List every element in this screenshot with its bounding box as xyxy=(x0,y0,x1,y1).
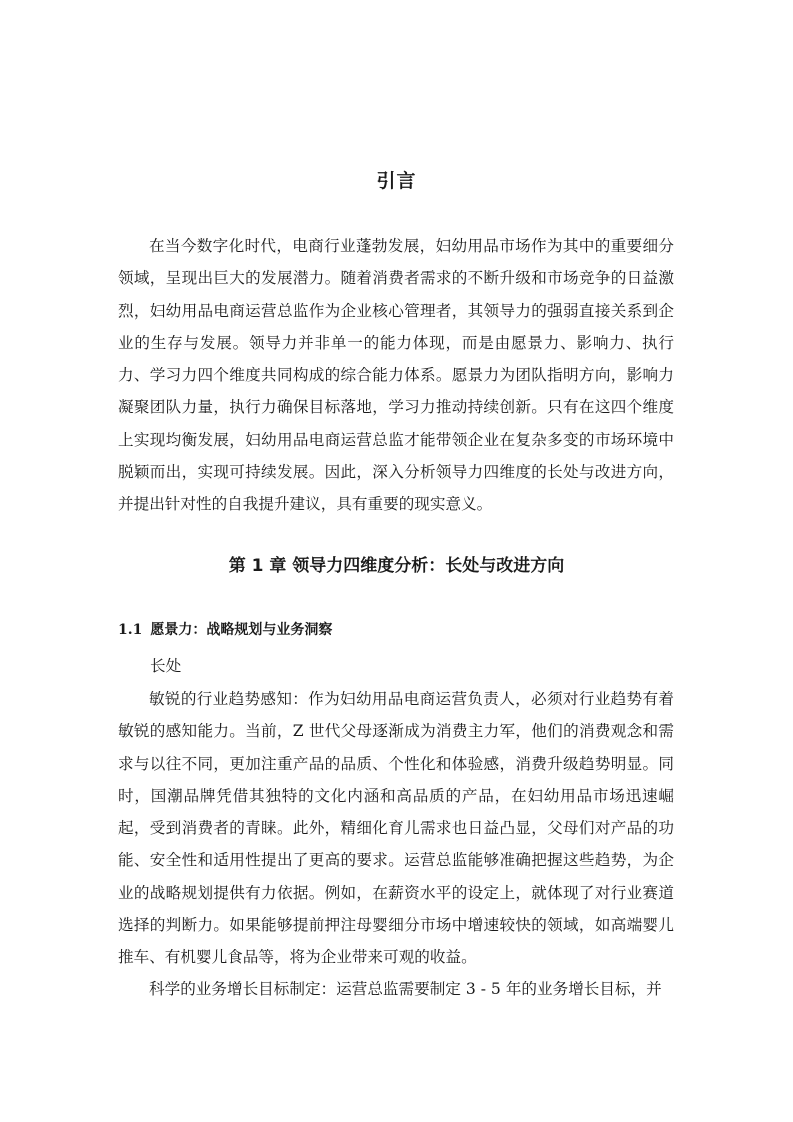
intro-paragraph: 在当今数字化时代，电商行业蓬勃发展，妇幼用品市场作为其中的重要细分领域，呈现出巨大的发展潜力。随着消费者需求的不断升级和市场竞争的日益激烈，妇幼用品电商运营总监作为企业核心管理者，其领导力的强弱直接关系到企业的生存与发展。领导力并非单一的能力体现，而是由愿景力、影响力、执行力、学习力四个维度共同构成的综合能力体系。愿景力为团队指明方向，影响力凝聚团队力量，执行力确保目标落地，学习力推动持续创新。只有在这四个维度上实现均衡发展，妇幼用品电商运营总监才能带领企业在复杂多变的市场环境中脱颖而出，实现可持续发展。因此，深入分析领导力四维度的长处与改进方向，并提出针对性的自我提升建议，具有重要的现实意义。 xyxy=(118,237,674,514)
section-heading xyxy=(118,619,674,639)
section-title: 愿景力：战略规划与业务洞察 xyxy=(150,622,333,638)
section-paragraph-1: 敏锐的行业趋势感知：作为妇幼用品电商运营负责人，必须对行业趋势有着敏锐的感知能力。当前，Z 世代父母逐渐成为消费主力军，他们的消费观念和需求与以往不同，更加注重产品的品质、个性化和体验感，消费升级趋势明显。同时，国潮品牌凭借其独特的文化内涵和高品质的产品，在妇幼用品市场迅速崛起，受到消费者的青睐。此外，精细化育儿需求也日益凸显，父母们对产品的功能、安全性和适用性提出了更高的要求。运营总监能够准确把握这些趋势，为企业的战略规划提供有力依据。例如，在薪资水平的设定上，就体现了对行业赛道选择的判断力。如果能够提前押注母婴细分市场中增速较快的领域，如高端婴儿推车、有机婴儿食品等，将为企业带来可观的收益。 xyxy=(118,690,674,967)
section-paragraph-2: 科学的业务增长目标制定：运营总监需要制定 3 - 5 年的业务增长目标，并 xyxy=(149,980,662,998)
subheading-strengths: 长处 xyxy=(150,657,182,675)
intro-title: 引言 xyxy=(376,170,417,192)
section-number: 1.1 xyxy=(118,622,143,638)
chapter-title: 第 1 章 领导力四维度分析：长处与改进方向 xyxy=(228,556,565,576)
